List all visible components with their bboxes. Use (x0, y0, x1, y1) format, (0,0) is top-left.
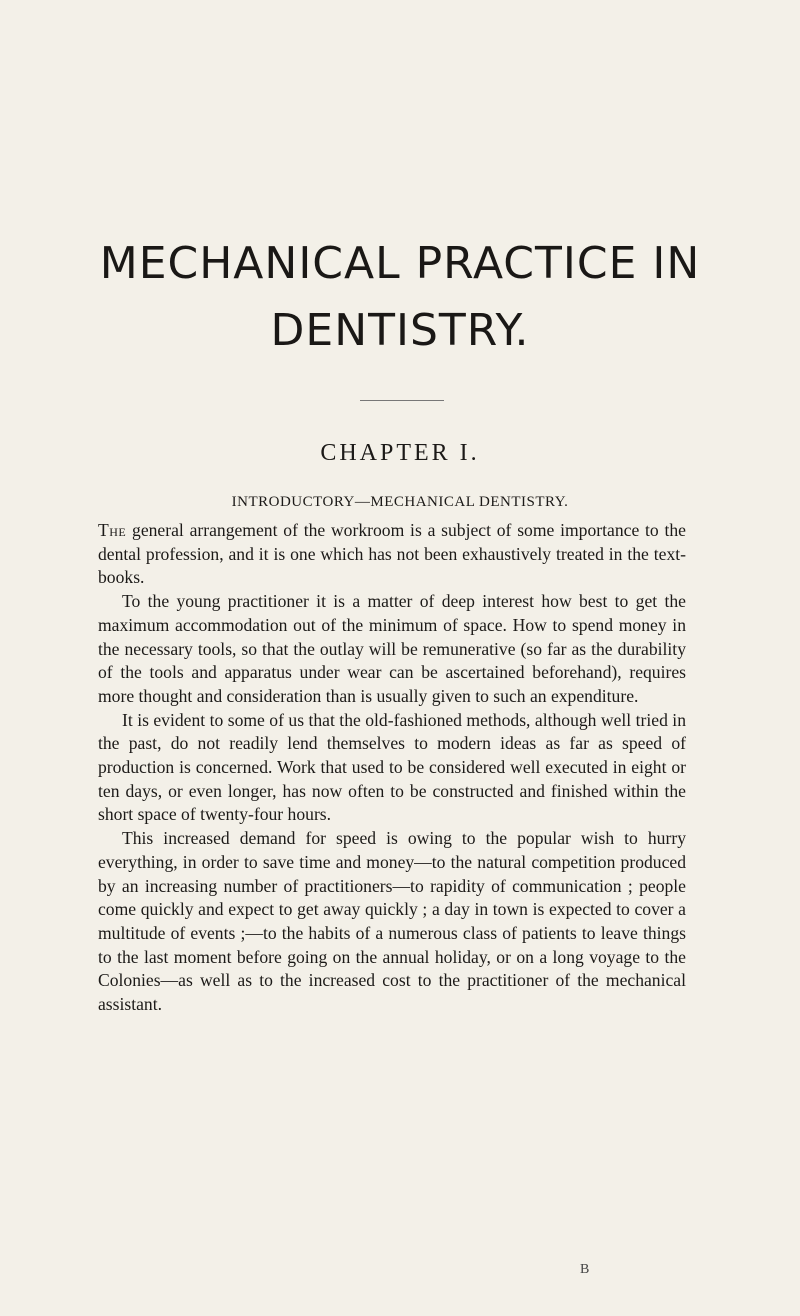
book-title-line-2: DENTISTRY. (270, 305, 530, 356)
chapter-body (98, 519, 686, 1017)
book-title-line-1: MECHANICAL PRACTICE IN (99, 238, 701, 289)
paragraph-2: To the young practitioner it is a matter of deep interest how best to get the maximum accommodation out of the minimum of space. How to spend money in the necessary tools, so that the outlay will be remunerative (so far as the durability of the tools and apparatus under wear can be ascertained beforehand), requires more thought and consideration than is usually given to such an expenditure. (98, 591, 686, 706)
paragraph-lead-word: The (98, 520, 127, 540)
paragraph-text: general arrangement of the workroom is a subject of some importance to the dental profession, and it is one which has not been exhaustively treated in the text-books. (98, 520, 686, 588)
paragraph-4: This increased demand for speed is owing to the popular wish to hurry everything, in order to save time and money—to the natural competition produced by an increasing number of practitioners—to rapidity of communication ; people come quickly and expect to get away quickly ; a day in town is expected to cover a multitude of events ;—to the habits of a numerous class of patients to leave things to the last moment before going on the annual holiday, or on a long voyage to the Colonies—as well as to the increased cost to the practitioner of the mechanical assistant. (98, 828, 686, 1015)
paragraph-3: It is evident to some of us that the old-fashioned methods, although well tried in the past, do not readily lend themselves to modern ideas as far as speed of production is concerned. Work that used to be considered well executed in eight or ten days, or even longer, has now often to be constructed and finished within the short space of twenty-four hours. (98, 709, 686, 825)
signature-mark: B (580, 1262, 590, 1277)
chapter-subtitle: INTRODUCTORY—MECHANICAL DENTISTRY. (231, 494, 569, 510)
paragraph-1 (98, 519, 686, 590)
chapter-heading: CHAPTER I. (320, 440, 480, 466)
title-divider (360, 400, 444, 401)
